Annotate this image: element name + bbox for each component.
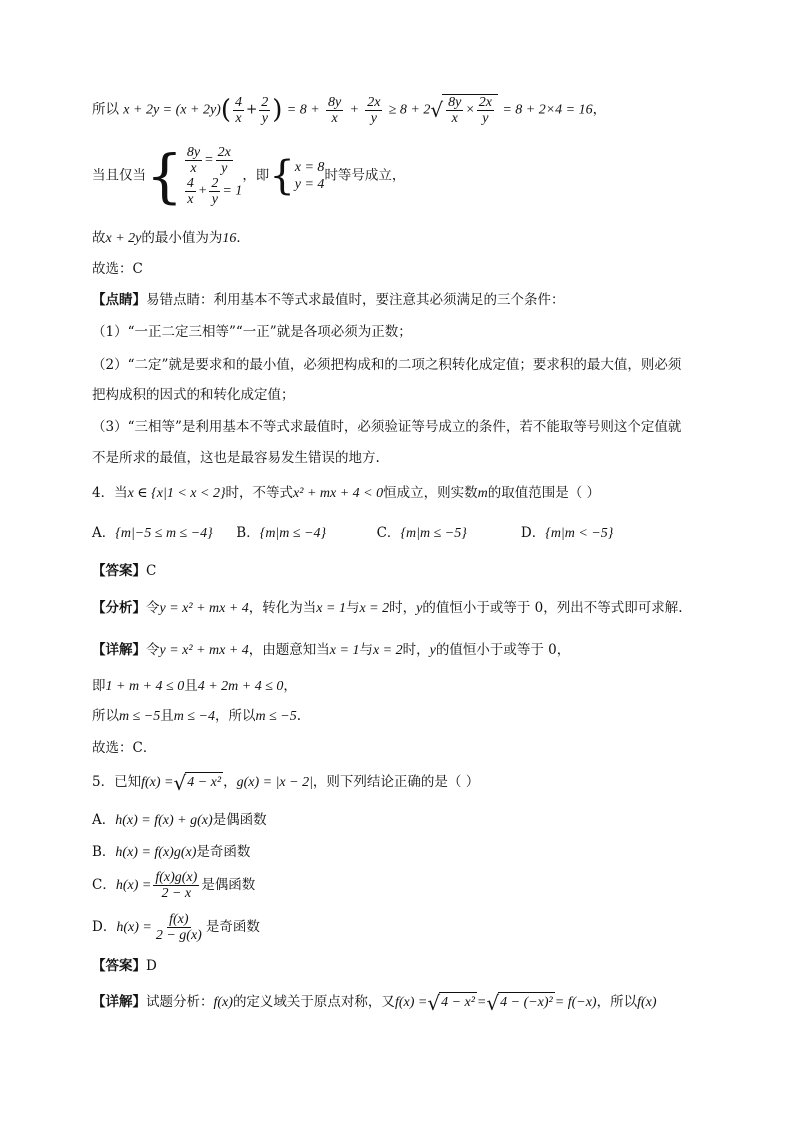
text: 且 xyxy=(160,708,174,724)
fraction xyxy=(185,176,196,207)
sqrt-icon: √ xyxy=(173,770,187,795)
fraction xyxy=(233,95,244,126)
radicand: 4 − x² xyxy=(185,772,223,793)
option-d[interactable] xyxy=(521,523,614,544)
expr: = f(−x) xyxy=(554,995,597,1010)
option-expr: h(x) = f(x) + g(x) xyxy=(115,813,213,828)
option-expr: h(x) = f(x)g(x) xyxy=(115,845,197,860)
sqrt-icon: √ xyxy=(430,98,444,122)
den: 2 − x xyxy=(161,886,192,901)
fraction xyxy=(185,145,202,176)
num: 8y xyxy=(327,94,342,110)
tip-item: （3）“三相等”是利用基本不等式求最值时，必须验证等号成立的条件，若不能取等号则这个定值就 xyxy=(92,419,682,435)
expr: f(x) = xyxy=(394,995,428,1010)
option-expr: h(x) = xyxy=(115,878,152,893)
expr: y xyxy=(429,643,436,658)
text: 易错点睛：利用基本不等式求最值时，要注意其必须满足的三个条件： xyxy=(146,292,565,308)
q4-detail xyxy=(92,640,570,661)
op: + xyxy=(349,102,359,118)
tip-item: （1）“一正二定三相等”“一正”就是各项必须为正数； xyxy=(92,324,412,340)
num: 4 xyxy=(234,94,242,110)
text: ，即 xyxy=(242,167,270,184)
fraction xyxy=(259,95,270,126)
fraction xyxy=(154,912,204,943)
text: 的定义域关于原点对称，又 xyxy=(232,994,395,1010)
text: 所以 xyxy=(92,101,119,118)
solution-system xyxy=(269,153,325,199)
den: y xyxy=(261,110,268,126)
option-label: C． xyxy=(92,877,116,893)
question-number: 5．已知 xyxy=(92,774,142,790)
expr: = 8 + xyxy=(286,102,320,118)
question-5 xyxy=(92,772,479,793)
text: ，所以 xyxy=(596,994,638,1010)
option-text: 是奇函数 xyxy=(196,844,251,860)
expr: x = 1 xyxy=(329,643,360,658)
text: 的最小值为为 xyxy=(141,230,223,246)
text: ，由题意知当 xyxy=(248,642,330,658)
option-d[interactable] xyxy=(92,912,260,943)
radicand: 4 − x² xyxy=(439,992,477,1013)
q5-detail xyxy=(92,992,657,1013)
option-label: A． xyxy=(92,525,116,541)
text: 所以 xyxy=(92,708,119,724)
answer-value: C xyxy=(146,563,157,579)
tag-label: 【详解】 xyxy=(92,994,146,1010)
expr: m xyxy=(477,486,488,501)
system-rows xyxy=(183,145,242,207)
text: 令 xyxy=(146,600,160,616)
radicand xyxy=(442,94,498,126)
expr: f(x) xyxy=(213,995,233,1010)
num: 2 xyxy=(211,176,219,191)
text: 且 xyxy=(184,678,198,694)
text: 当且仅当 xyxy=(92,167,146,184)
expr: y = x² + mx + 4 xyxy=(159,601,249,616)
option-c[interactable] xyxy=(377,523,517,544)
system-row: x = 8 xyxy=(294,160,325,175)
text: ． xyxy=(236,230,250,246)
q4-step2 xyxy=(92,706,301,727)
option-text: 是奇函数 xyxy=(205,919,260,935)
system-row xyxy=(183,176,242,207)
tag-label: 【点睛】 xyxy=(92,292,146,308)
paren: ( xyxy=(220,95,231,125)
tag-label: 【答案】 xyxy=(92,958,146,974)
op: = xyxy=(476,995,487,1010)
den: 2 − g(x) xyxy=(155,928,202,943)
brace-icon: { xyxy=(269,153,295,199)
system-row xyxy=(183,145,242,176)
text: ， xyxy=(283,678,297,694)
num: 2 xyxy=(261,94,269,110)
option-a[interactable] xyxy=(92,523,232,544)
expr: y xyxy=(416,601,423,616)
q4-options xyxy=(92,523,613,544)
text: 时， xyxy=(389,600,417,616)
derivation-line: 所以 x + 2y = (x + 2y)( $\frac{4}{x}$ + $\frac{2}{y}$ ) = 8 + $\frac{8y}{x}$ + $\frac{2x}{y}$ ≥ 8 + 2√ $\frac{8y}{x}$ × $\frac{2x}{y}$ = 8 + 2×4 = 16， xyxy=(92,94,607,126)
expr: y = x² + mx + 4 xyxy=(159,643,249,658)
fraction xyxy=(477,95,494,126)
radicand: 4 − (−x)² xyxy=(498,992,555,1013)
tip-item: （2）“二定”就是要求和的最小值，必须把构成和的二项之积转化成定值；要求积的最大值，则必须 xyxy=(92,357,682,373)
tip-item: 不是所求的最值，这也是最容易发生错误的地方. xyxy=(92,450,380,466)
den: x xyxy=(190,161,197,176)
option-a[interactable] xyxy=(92,810,267,831)
num: 8y xyxy=(186,145,201,160)
expr: = 8 + 2×4 = 16 xyxy=(502,102,593,118)
num: f(x)g(x) xyxy=(155,870,198,885)
option-label: D． xyxy=(520,525,546,541)
tip-heading xyxy=(92,290,565,310)
fraction xyxy=(216,145,233,176)
choice-line: 故选：C． xyxy=(92,740,157,756)
q4-analysis xyxy=(92,598,683,619)
text: 的取值范围是（ ） xyxy=(487,485,601,501)
den: y xyxy=(211,192,218,207)
expr: x = 2 xyxy=(372,643,403,658)
num: 8y xyxy=(448,95,462,110)
q4-step1 xyxy=(92,676,297,697)
q4-answer xyxy=(92,561,156,581)
text: ， xyxy=(223,774,237,790)
sqrt-icon: √ xyxy=(427,990,441,1015)
den: x xyxy=(451,111,458,126)
condition-line xyxy=(92,142,406,210)
choice-line: 故选：C xyxy=(92,261,143,277)
num: 2x xyxy=(478,95,493,110)
text: 时，不等式 xyxy=(225,485,294,501)
text: 的值恒小于或等于 0，列出不等式即可求解. xyxy=(422,600,683,616)
option-label: D． xyxy=(92,919,117,935)
tip-item: 把构成积的因式的和转化成定值； xyxy=(92,387,295,403)
fraction xyxy=(153,870,199,901)
expr: x ∈ {x|1 < x < 2} xyxy=(127,486,226,501)
equation-system xyxy=(146,142,243,210)
expr: = 1 xyxy=(222,183,243,199)
conclusion-line xyxy=(92,228,250,249)
expr: g(x) = |x − 2| xyxy=(236,775,313,790)
option-label: B． xyxy=(236,525,260,541)
den: y xyxy=(370,110,377,126)
num: 2x xyxy=(217,145,231,160)
fraction xyxy=(446,95,463,126)
option-text: 是偶函数 xyxy=(201,877,256,893)
text: 试题分析： xyxy=(146,994,214,1010)
tag-label: 【答案】 xyxy=(92,563,146,579)
question-number: 4．当 xyxy=(92,485,128,501)
text: ，则下列结论正确的是（ ） xyxy=(312,774,480,790)
system-row: y = 4 xyxy=(294,177,325,192)
option-value: {m|m ≤ −5} xyxy=(400,526,467,541)
text: ，所以 xyxy=(215,708,256,724)
option-expr: h(x) = xyxy=(116,920,152,935)
text: 恒成立，则实数 xyxy=(383,485,478,501)
op: = xyxy=(204,152,214,168)
option-text: 是偶函数 xyxy=(212,812,267,828)
text: . xyxy=(296,708,302,724)
op: × xyxy=(465,102,475,118)
option-value: {m|m < −5} xyxy=(545,526,614,541)
expr: x² + mx + 4 < 0 xyxy=(293,486,384,501)
expr: f(x) = xyxy=(141,775,174,790)
expr: 1 + m + 4 ≤ 0 xyxy=(105,679,185,694)
expr: f(x) xyxy=(637,995,657,1010)
answer-value: D xyxy=(146,958,157,974)
text: 时， xyxy=(402,642,430,658)
expr: ≥ 8 + 2 xyxy=(388,102,431,118)
num: f(x) xyxy=(169,912,189,927)
den: x xyxy=(235,110,242,126)
option-label: A． xyxy=(92,812,116,828)
expr: x + 2y xyxy=(105,231,142,246)
text: 时等号成立， xyxy=(324,167,406,184)
tag-label: 【详解】 xyxy=(92,642,146,658)
op: + xyxy=(197,183,208,199)
option-label: C． xyxy=(376,525,401,541)
option-label: B． xyxy=(92,844,116,860)
expr: x = 1 xyxy=(316,601,346,616)
brace-icon: { xyxy=(146,142,183,210)
den: y xyxy=(221,161,228,176)
num: 2x xyxy=(367,94,381,110)
den: y xyxy=(482,111,489,126)
system-rows xyxy=(295,159,325,193)
expr: m ≤ −5 xyxy=(119,709,161,724)
text: 与 xyxy=(359,642,373,658)
expr: x + 2y = (x + 2y) xyxy=(123,102,221,118)
expr: x = 2 xyxy=(359,601,390,616)
option-value: {m|m ≤ −4} xyxy=(259,526,327,541)
fraction xyxy=(326,95,343,126)
expr: m ≤ −4 xyxy=(173,709,215,724)
expr: 4 + 2m + 4 ≤ 0 xyxy=(197,679,284,694)
option-c[interactable] xyxy=(92,870,255,901)
den: x xyxy=(187,192,194,207)
fraction xyxy=(209,176,220,207)
fraction xyxy=(365,95,382,126)
paren: ) xyxy=(272,95,283,125)
q5-answer xyxy=(92,956,157,976)
punct: ， xyxy=(592,101,607,118)
num: 4 xyxy=(186,176,194,191)
text: 令 xyxy=(146,642,160,658)
text: ，转化为当 xyxy=(248,600,317,616)
question-4 xyxy=(92,483,600,504)
option-b[interactable] xyxy=(92,842,250,863)
expr: m ≤ −5 xyxy=(255,709,297,724)
sqrt-icon: √ xyxy=(486,990,500,1015)
text: 故 xyxy=(92,230,106,246)
option-b[interactable] xyxy=(236,523,372,544)
option-value: {m|−5 ≤ m ≤ −4} xyxy=(115,526,213,541)
text: 与 xyxy=(345,600,360,616)
text: 即 xyxy=(92,678,106,694)
value: 16 xyxy=(222,231,237,246)
tag-label: 【分析】 xyxy=(92,600,146,616)
text: 的值恒小于或等于 0， xyxy=(435,642,571,658)
den: x xyxy=(331,110,338,126)
